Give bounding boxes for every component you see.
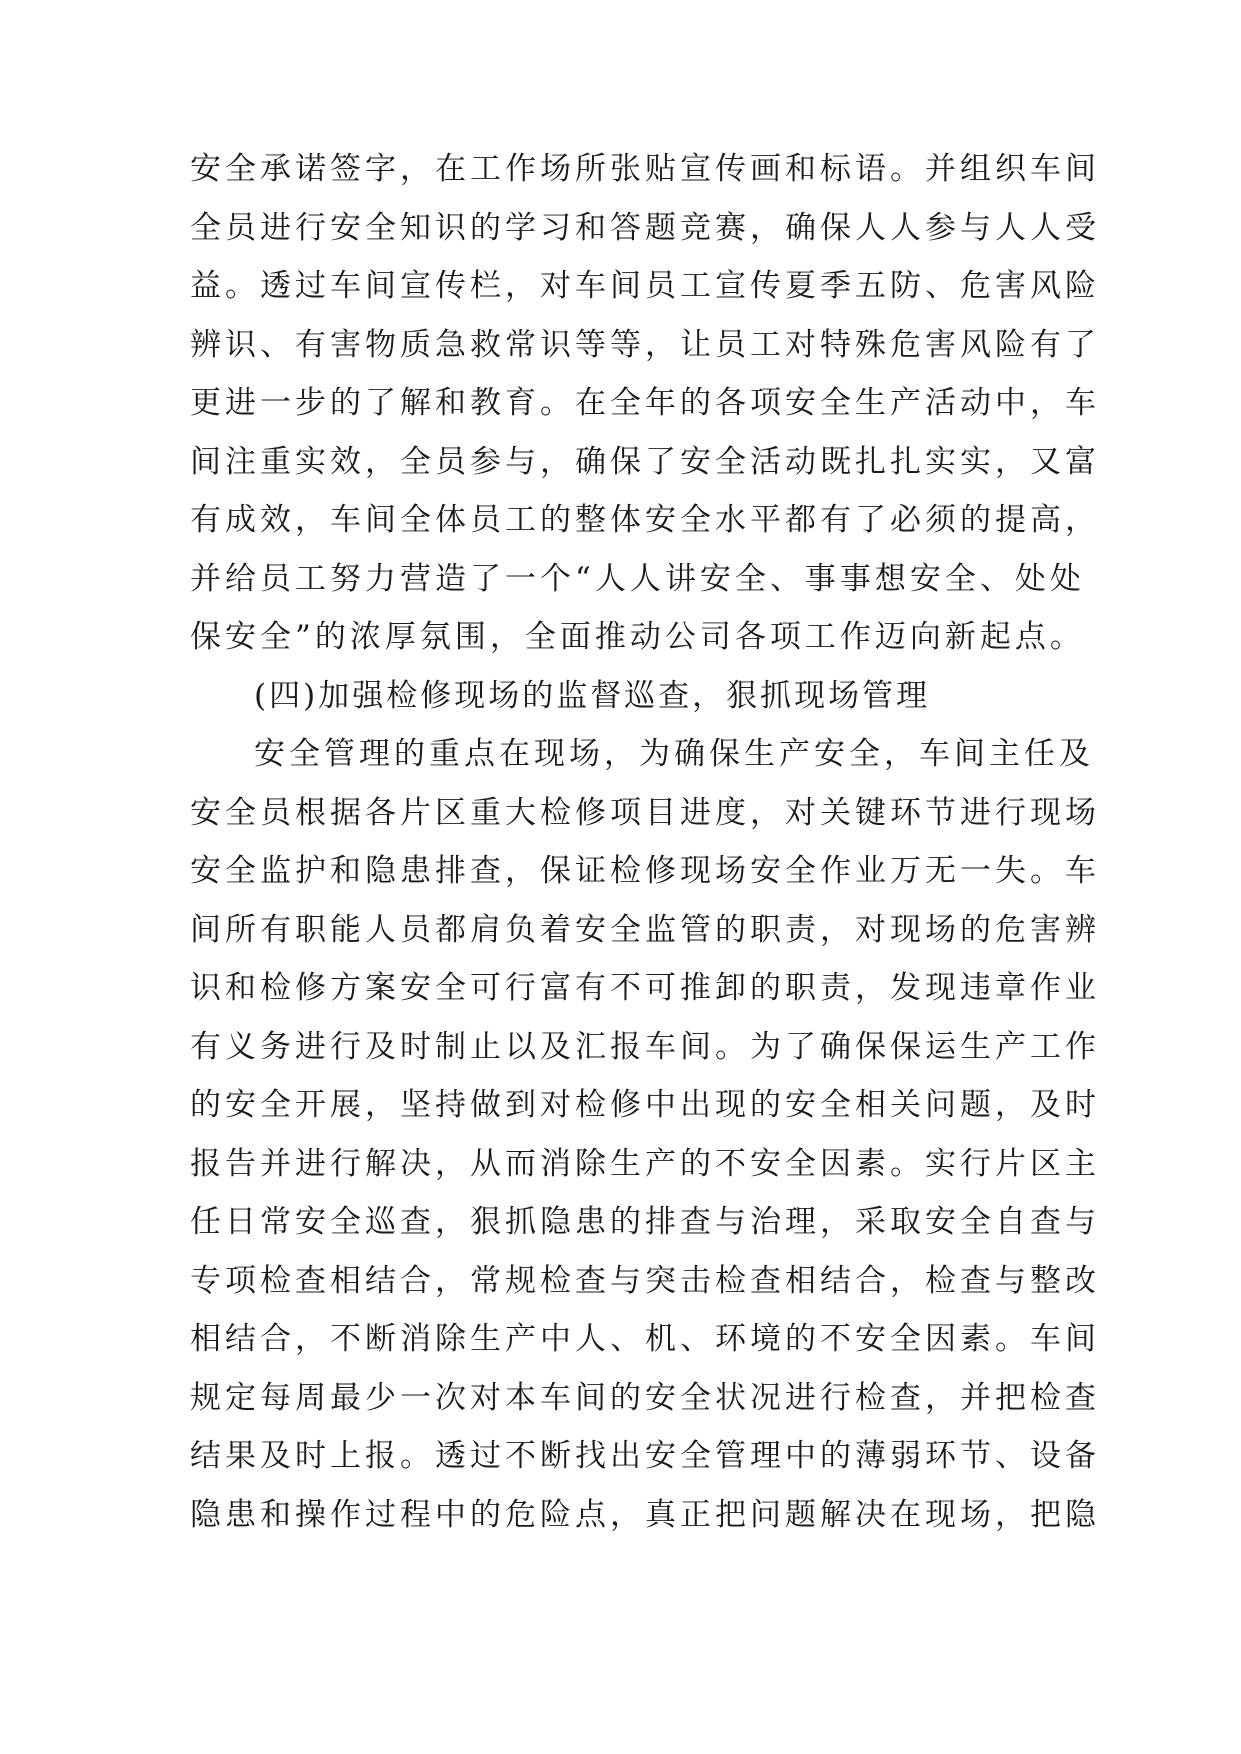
paragraph-line: 识和检修方案安全可行富有不可推卸的职责，发现违章作业 [190,970,1100,1006]
paragraph-line: 相结合，不断消除生产中人、机、环境的不安全因素。车间 [190,1321,1100,1357]
paragraph-line: 全员进行安全知识的学习和答题竞赛，确保人人参与人人受 [190,209,1100,246]
paragraph-line: 更进一步的了解和教育。在全年的各项安全生产活动中，车 [190,385,1100,421]
paragraph-line: 并给员工努力营造了一个“人人讲安全、事事想安全、处处 [190,560,1085,597]
paragraph-line: 间所有职能人员都肩负着安全监管的职责，对现场的危害辨 [190,911,1100,948]
paragraph-line: 任日常安全巡查，狠抓隐患的排查与治理，采取安全自查与 [190,1204,1100,1240]
paragraph-line: 益。透过车间宣传栏，对车间员工宣传夏季五防、危害风险 [190,268,1100,304]
paragraph-line: 结果及时上报。透过不断找出安全管理中的薄弱环节、设备 [190,1438,1100,1474]
paragraph-line: 规定每周最少一次对本车间的安全状况进行检查，并把检查 [190,1379,1100,1416]
paragraph-line: 隐患和操作过程中的危险点，真正把问题解决在现场，把隐 [190,1496,1100,1533]
section-heading: (四)加强检修现场的监督巡查，狠抓现场管理 [254,677,931,714]
paragraph-line: 有成效，车间全体员工的整体安全水平都有了必须的提高， [190,502,1100,538]
paragraph-line: 报告并进行解决，从而消除生产的不安全因素。实行片区主 [190,1145,1100,1182]
paragraph-line: 安全监护和隐患排查，保证检修现场安全作业万无一失。车 [190,853,1100,889]
paragraph-line: 有义务进行及时制止以及汇报车间。为了确保保运生产工作 [190,1028,1100,1065]
paragraph-line: 间注重实效，全员参与，确保了安全活动既扎扎实实，又富 [190,443,1100,480]
paragraph-line: 的安全开展，坚持做到对检修中出现的安全相关问题，及时 [190,1087,1100,1123]
paragraph-line: 安全承诺签字，在工作场所张贴宣传画和标语。并组织车间 [190,151,1100,187]
paragraph-line: 安全员根据各片区重大检修项目进度，对关键环节进行现场 [190,794,1100,831]
paragraph-first-line: 安全管理的重点在现场，为确保生产安全，车间主任及 [254,736,1094,772]
paragraph-line: 辨识、有害物质急救常识等等，让员工对特殊危害风险有了 [190,326,1100,363]
document-body [190,140,1100,1544]
paragraph-line: 专项检查相结合，常规检查与突击检查相结合，检查与整改 [190,1262,1100,1299]
paragraph-line: 保安全”的浓厚氛围，全面推动公司各项工作迈向新起点。 [190,619,1085,655]
